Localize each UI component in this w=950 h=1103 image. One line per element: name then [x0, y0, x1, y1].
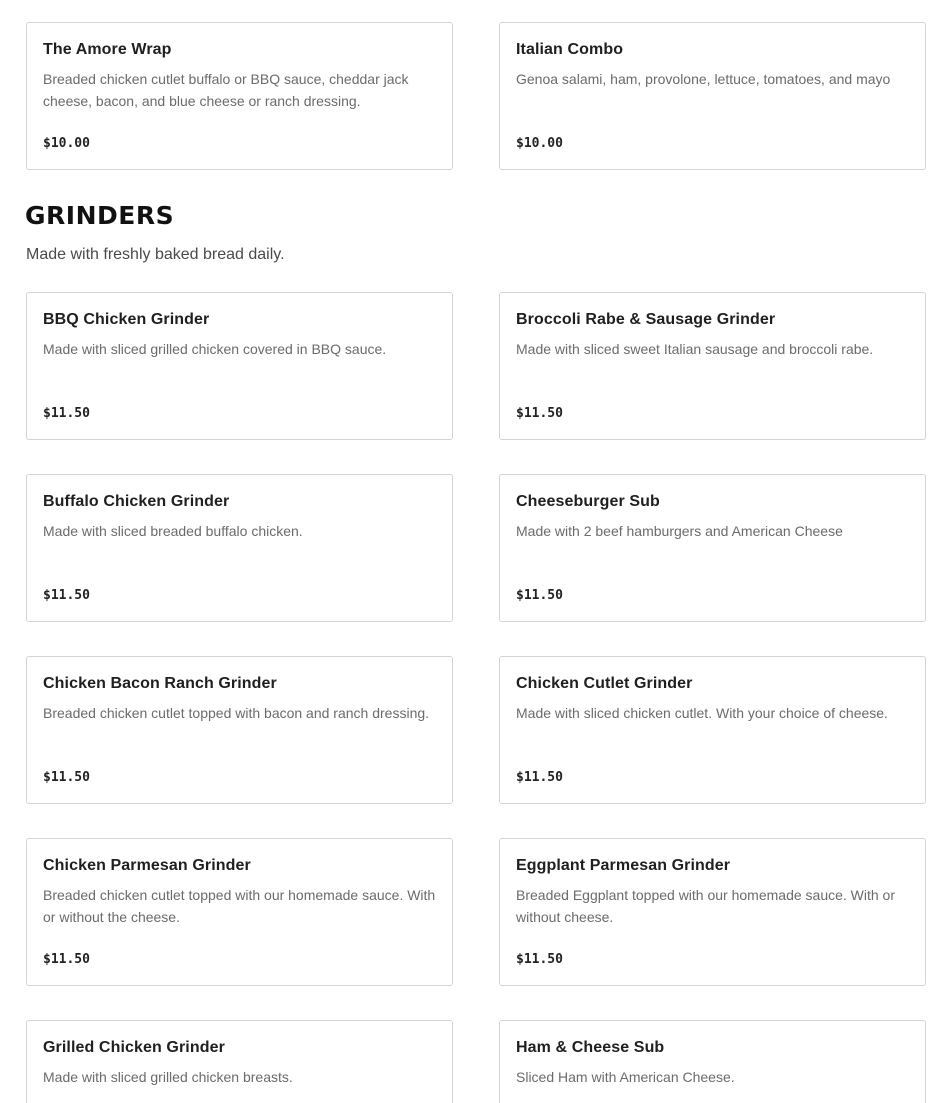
item-price: $11.50	[516, 406, 563, 421]
item-name: Chicken Cutlet Grinder	[516, 675, 693, 692]
item-name: Grilled Chicken Grinder	[43, 1039, 225, 1056]
item-price: $11.50	[516, 952, 563, 967]
section-subtitle: Made with freshly baked bread daily.	[26, 246, 285, 263]
item-price: $11.50	[43, 406, 90, 421]
menu-item-card[interactable]	[26, 22, 453, 170]
item-description: Made with sliced breaded buffalo chicken.	[43, 523, 303, 539]
menu-item-card[interactable]	[26, 1020, 453, 1103]
item-description: Made with sliced chicken cutlet. With your choice of cheese.	[516, 705, 888, 721]
item-description: Made with sliced grilled chicken breasts.	[43, 1069, 293, 1085]
item-name: Ham & Cheese Sub	[516, 1039, 665, 1056]
section-title: GRINDERS	[25, 201, 175, 230]
item-description: Sliced Ham with American Cheese.	[516, 1069, 735, 1085]
item-price: $11.50	[516, 770, 563, 785]
menu-item-card[interactable]	[499, 22, 926, 170]
menu-item-card[interactable]	[499, 838, 926, 986]
item-description: Breaded chicken cutlet buffalo or BBQ sauce, cheddar jack cheese, bacon, and blue cheese or ranch dressing.	[43, 71, 409, 109]
menu-item-card[interactable]	[499, 1020, 926, 1103]
menu-item-card[interactable]	[26, 656, 453, 804]
item-name: Broccoli Rabe & Sausage Grinder	[516, 311, 776, 328]
item-price: $11.50	[43, 770, 90, 785]
item-name: BBQ Chicken Grinder	[43, 311, 210, 328]
item-price: $11.50	[43, 952, 90, 967]
item-name: Buffalo Chicken Grinder	[43, 493, 230, 510]
item-description: Genoa salami, ham, provolone, lettuce, tomatoes, and mayo	[516, 71, 891, 87]
item-price: $11.50	[43, 588, 90, 603]
item-description: Made with sliced sweet Italian sausage and broccoli rabe.	[516, 341, 874, 357]
item-description: Breaded chicken cutlet topped with our homemade sauce. With or without the cheese.	[43, 887, 436, 925]
menu-item-card[interactable]	[499, 656, 926, 804]
item-name: The Amore Wrap	[43, 41, 172, 58]
item-description: Breaded chicken cutlet topped with bacon and ranch dressing.	[43, 705, 430, 721]
item-name: Italian Combo	[516, 41, 624, 58]
menu-item-card[interactable]	[26, 292, 453, 440]
item-description: Made with sliced grilled chicken covered in BBQ sauce.	[43, 341, 387, 357]
item-price: $11.50	[516, 588, 563, 603]
item-name: Eggplant Parmesan Grinder	[516, 857, 731, 874]
menu-item-card[interactable]	[499, 292, 926, 440]
item-description: Breaded Eggplant topped with our homemade sauce. With or without cheese.	[516, 887, 896, 925]
item-name: Chicken Bacon Ranch Grinder	[43, 675, 277, 692]
menu-item-card[interactable]	[26, 474, 453, 622]
item-name: Chicken Parmesan Grinder	[43, 857, 251, 874]
item-name: Cheeseburger Sub	[516, 493, 660, 510]
menu-item-card[interactable]	[26, 838, 453, 986]
item-price: $10.00	[43, 136, 90, 151]
menu-item-card[interactable]	[499, 474, 926, 622]
item-description: Made with 2 beef hamburgers and American Cheese	[516, 523, 843, 539]
item-price: $10.00	[516, 136, 563, 151]
